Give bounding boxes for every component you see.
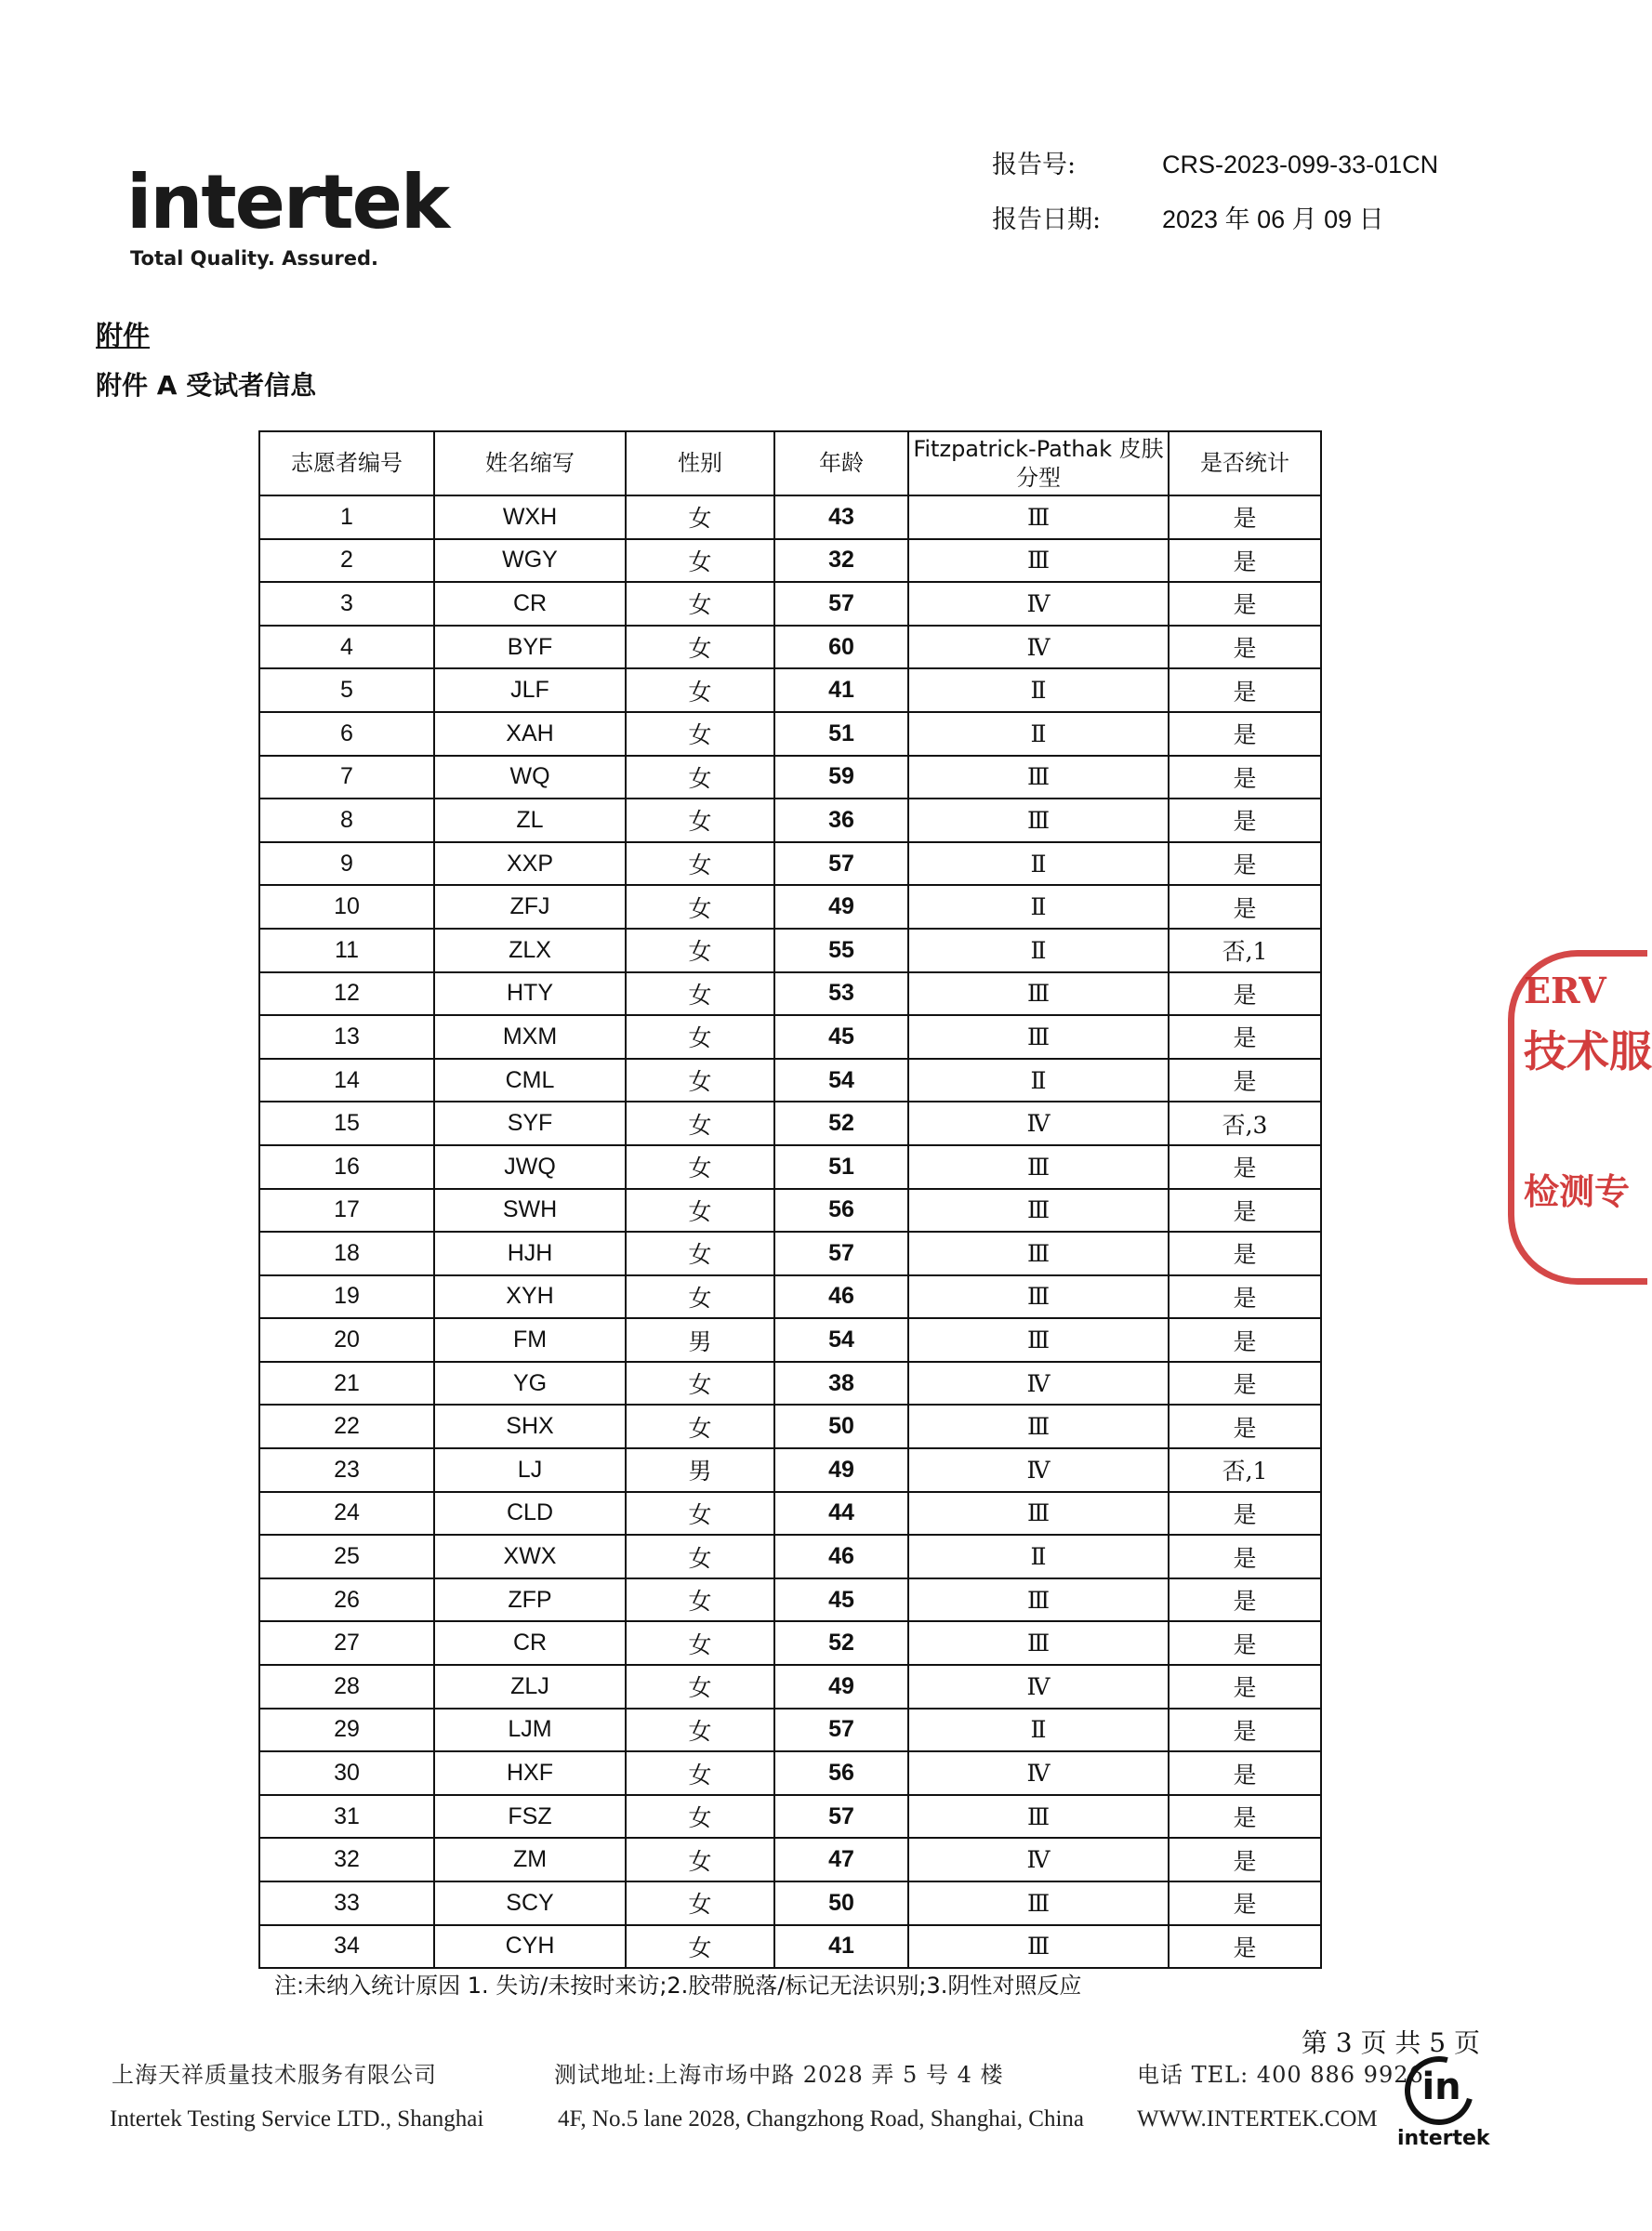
cell-skin-type: Ⅲ [908,1275,1169,1319]
logo-wordmark: intertek [126,159,449,245]
cell-skin-type: Ⅲ [908,1015,1169,1059]
section-title: 附件 [96,320,151,351]
stamp-text-3: 检测专 [1524,1170,1631,1212]
table-row [259,1405,1321,1448]
cell-counted: 是 [1169,1709,1321,1752]
cell-counted: 是 [1169,1751,1321,1795]
cell-age: 49 [774,885,908,929]
cell-age: 50 [774,1881,908,1925]
cell-counted: 是 [1169,1059,1321,1102]
cell-name-abbr: FSZ [434,1795,626,1839]
cell-age: 36 [774,799,908,842]
logo-tagline: Total Quality. Assured. [130,247,378,270]
cell-name-abbr: CLD [434,1492,626,1536]
cell-volunteer-id: 31 [259,1795,434,1839]
cell-volunteer-id: 21 [259,1362,434,1406]
report-number [992,144,1438,180]
cell-name-abbr: ZFJ [434,885,626,929]
cell-skin-type: Ⅲ [908,1881,1169,1925]
cell-age: 52 [774,1621,908,1665]
cell-name-abbr: YG [434,1362,626,1406]
cell-counted: 是 [1169,1925,1321,1969]
cell-skin-type: Ⅲ [908,799,1169,842]
cell-volunteer-id: 18 [259,1232,434,1275]
cell-skin-type: Ⅲ [908,1795,1169,1839]
cell-name-abbr: BYF [434,626,626,669]
cell-name-abbr: WGY [434,539,626,583]
cell-name-abbr: WQ [434,756,626,799]
col-header-skin-type: Fitzpatrick-Pathak 皮肤分型 [908,431,1169,495]
footer-company-cn: 上海天祥质量技术服务有限公司 [112,2062,437,2088]
cell-name-abbr: ZFP [434,1578,626,1622]
cell-counted: 是 [1169,1362,1321,1406]
cell-volunteer-id: 4 [259,626,434,669]
logo-ring-icon [1392,2043,1486,2137]
cell-name-abbr: ZLX [434,929,626,972]
table-row [259,1881,1321,1925]
table-row [259,626,1321,669]
report-date [992,199,1384,235]
cell-volunteer-id: 9 [259,842,434,886]
table-row [259,1795,1321,1839]
cell-skin-type: Ⅲ [908,1492,1169,1536]
cell-skin-type: Ⅲ [908,1578,1169,1622]
cell-age: 43 [774,495,908,539]
cell-counted: 是 [1169,1318,1321,1362]
cell-age: 44 [774,1492,908,1536]
cell-volunteer-id: 19 [259,1275,434,1319]
cell-counted: 是 [1169,626,1321,669]
table-row [259,1621,1321,1665]
cell-volunteer-id: 3 [259,582,434,626]
cell-name-abbr: XXP [434,842,626,886]
table-row [259,1665,1321,1709]
table-row [259,842,1321,886]
report-date-value: 2023 年 06 月 09 日 [1162,205,1384,233]
footer-logo-word: intertek [1397,2127,1490,2150]
cell-age: 45 [774,1015,908,1059]
cell-sex: 女 [626,1145,774,1189]
cell-sex: 女 [626,1405,774,1448]
cell-skin-type: Ⅲ [908,495,1169,539]
cell-volunteer-id: 5 [259,668,434,712]
logo-mark: in [1421,2066,1461,2109]
cell-volunteer-id: 22 [259,1405,434,1448]
cell-sex: 女 [626,495,774,539]
cell-volunteer-id: 13 [259,1015,434,1059]
cell-counted: 是 [1169,539,1321,583]
cell-counted: 是 [1169,582,1321,626]
cell-name-abbr: SYF [434,1102,626,1145]
cell-name-abbr: CR [434,582,626,626]
stamp-text-2: 技术服 [1524,1026,1652,1076]
cell-name-abbr: ZLJ [434,1665,626,1709]
cell-skin-type: Ⅲ [908,1318,1169,1362]
table-row [259,1838,1321,1881]
cell-sex: 女 [626,668,774,712]
table-header-row [259,431,1321,495]
col-header-counted: 是否统计 [1169,431,1321,495]
cell-name-abbr: JWQ [434,1145,626,1189]
cell-volunteer-id: 14 [259,1059,434,1102]
cell-counted: 是 [1169,842,1321,886]
cell-counted: 是 [1169,1015,1321,1059]
cell-volunteer-id: 25 [259,1535,434,1578]
cell-skin-type: Ⅳ [908,1448,1169,1492]
cell-counted: 是 [1169,1838,1321,1881]
cell-volunteer-id: 6 [259,712,434,756]
cell-counted: 是 [1169,668,1321,712]
cell-sex: 女 [626,972,774,1016]
cell-age: 32 [774,539,908,583]
cell-age: 46 [774,1535,908,1578]
cell-volunteer-id: 34 [259,1925,434,1969]
col-header-name-abbr: 姓名缩写 [434,431,626,495]
table-row [259,1362,1321,1406]
cell-skin-type: Ⅳ [908,626,1169,669]
report-number-value: CRS-2023-099-33-01CN [1162,151,1439,178]
cell-volunteer-id: 10 [259,885,434,929]
cell-skin-type: Ⅲ [908,1925,1169,1969]
cell-sex: 女 [626,1102,774,1145]
cell-sex: 女 [626,626,774,669]
cell-name-abbr: CML [434,1059,626,1102]
table-row [259,1535,1321,1578]
cell-skin-type: Ⅱ [908,712,1169,756]
table-row [259,539,1321,583]
cell-age: 38 [774,1362,908,1406]
cell-age: 56 [774,1751,908,1795]
cell-counted: 是 [1169,1145,1321,1189]
table-row [259,582,1321,626]
cell-skin-type: Ⅳ [908,1665,1169,1709]
cell-counted: 是 [1169,1578,1321,1622]
cell-counted: 否,3 [1169,1102,1321,1145]
cell-sex: 女 [626,582,774,626]
cell-name-abbr: JLF [434,668,626,712]
table-row [259,1102,1321,1145]
cell-counted: 是 [1169,1881,1321,1925]
cell-name-abbr: SHX [434,1405,626,1448]
cell-sex: 女 [626,842,774,886]
cell-sex: 女 [626,1189,774,1233]
report-date-label: 报告日期: [992,205,1102,234]
cell-skin-type: Ⅲ [908,756,1169,799]
table-row [259,668,1321,712]
col-header-volunteer-id: 志愿者编号 [259,431,434,495]
table-row [259,1015,1321,1059]
cell-volunteer-id: 32 [259,1838,434,1881]
cell-volunteer-id: 27 [259,1621,434,1665]
cell-counted: 是 [1169,799,1321,842]
cell-volunteer-id: 1 [259,495,434,539]
table-row [259,1751,1321,1795]
cell-volunteer-id: 30 [259,1751,434,1795]
cell-age: 57 [774,842,908,886]
footer-website: WWW.INTERTEK.COM [1137,2106,1378,2132]
cell-age: 47 [774,1838,908,1881]
cell-name-abbr: MXM [434,1015,626,1059]
cell-name-abbr: CYH [434,1925,626,1969]
cell-age: 57 [774,1795,908,1839]
cell-age: 54 [774,1059,908,1102]
cell-age: 41 [774,1925,908,1969]
cell-sex: 女 [626,885,774,929]
page-number: 第 3 页 共 5 页 [1301,2027,1480,2058]
cell-name-abbr: SWH [434,1189,626,1233]
cell-counted: 是 [1169,712,1321,756]
table-row [259,495,1321,539]
cell-name-abbr: XWX [434,1535,626,1578]
cell-skin-type: Ⅱ [908,1709,1169,1752]
footer-address-cn: 测试地址:上海市场中路 2028 弄 5 号 4 楼 [554,2062,1004,2088]
cell-volunteer-id: 23 [259,1448,434,1492]
cell-volunteer-id: 24 [259,1492,434,1536]
cell-counted: 是 [1169,1232,1321,1275]
cell-name-abbr: SCY [434,1881,626,1925]
cell-skin-type: Ⅲ [908,1145,1169,1189]
cell-sex: 女 [626,1232,774,1275]
cell-skin-type: Ⅲ [908,539,1169,583]
subject-info-table [258,430,1322,1969]
col-header-age: 年龄 [774,431,908,495]
footer-intertek-logo [1397,2056,1490,2150]
cell-age: 57 [774,582,908,626]
cell-skin-type: Ⅳ [908,1838,1169,1881]
cell-skin-type: Ⅱ [908,885,1169,929]
intertek-logo [126,159,449,270]
cell-volunteer-id: 2 [259,539,434,583]
cell-age: 51 [774,1145,908,1189]
cell-sex: 女 [626,1881,774,1925]
table-body [259,495,1321,1968]
stamp-text-1: ERV [1524,970,1606,1011]
cell-counted: 是 [1169,756,1321,799]
cell-age: 50 [774,1405,908,1448]
cell-volunteer-id: 28 [259,1665,434,1709]
table-row [259,929,1321,972]
table-row [259,1275,1321,1319]
cell-name-abbr: HJH [434,1232,626,1275]
cell-skin-type: Ⅲ [908,1232,1169,1275]
cell-sex: 女 [626,1578,774,1622]
table-row [259,1232,1321,1275]
cell-skin-type: Ⅳ [908,582,1169,626]
cell-age: 41 [774,668,908,712]
cell-volunteer-id: 17 [259,1189,434,1233]
cell-sex: 女 [626,1925,774,1969]
cell-counted: 是 [1169,495,1321,539]
cell-counted: 是 [1169,1492,1321,1536]
table-row [259,1448,1321,1492]
cell-counted: 是 [1169,1275,1321,1319]
table-row [259,1709,1321,1752]
cell-age: 59 [774,756,908,799]
cell-name-abbr: HXF [434,1751,626,1795]
cell-counted: 是 [1169,972,1321,1016]
cell-volunteer-id: 11 [259,929,434,972]
cell-age: 52 [774,1102,908,1145]
cell-age: 45 [774,1578,908,1622]
cell-age: 49 [774,1665,908,1709]
table-row [259,1492,1321,1536]
cell-volunteer-id: 12 [259,972,434,1016]
cell-skin-type: Ⅳ [908,1102,1169,1145]
cell-name-abbr: XYH [434,1275,626,1319]
cell-skin-type: Ⅲ [908,1189,1169,1233]
cell-age: 51 [774,712,908,756]
cell-name-abbr: LJM [434,1709,626,1752]
cell-counted: 是 [1169,1535,1321,1578]
cell-sex: 女 [626,1795,774,1839]
cell-sex: 女 [626,1621,774,1665]
cell-age: 49 [774,1448,908,1492]
cell-name-abbr: ZL [434,799,626,842]
cell-volunteer-id: 20 [259,1318,434,1362]
cell-skin-type: Ⅱ [908,1535,1169,1578]
cell-skin-type: Ⅱ [908,668,1169,712]
table-row [259,1318,1321,1362]
cell-counted: 是 [1169,1189,1321,1233]
cell-volunteer-id: 16 [259,1145,434,1189]
table-row [259,799,1321,842]
cell-sex: 男 [626,1448,774,1492]
cell-age: 56 [774,1189,908,1233]
cell-name-abbr: ZM [434,1838,626,1881]
table-row [259,1578,1321,1622]
table-row [259,885,1321,929]
cell-skin-type: Ⅳ [908,1362,1169,1406]
footer-phone: 电话 TEL: 400 886 9926 [1137,2062,1424,2088]
cell-skin-type: Ⅳ [908,1751,1169,1795]
cell-skin-type: Ⅲ [908,1405,1169,1448]
cell-volunteer-id: 8 [259,799,434,842]
cell-counted: 是 [1169,885,1321,929]
footer-company-en: Intertek Testing Service LTD., Shanghai [110,2106,484,2132]
cell-sex: 女 [626,1275,774,1319]
cell-sex: 女 [626,1492,774,1536]
report-number-label: 报告号: [992,151,1077,179]
cell-skin-type: Ⅱ [908,842,1169,886]
cell-sex: 女 [626,1709,774,1752]
cell-sex: 女 [626,756,774,799]
cell-name-abbr: FM [434,1318,626,1362]
cell-volunteer-id: 33 [259,1881,434,1925]
cell-name-abbr: WXH [434,495,626,539]
cell-age: 57 [774,1232,908,1275]
cell-sex: 女 [626,1665,774,1709]
table-row [259,1925,1321,1969]
cell-sex: 女 [626,1059,774,1102]
table-row [259,1189,1321,1233]
cell-volunteer-id: 26 [259,1578,434,1622]
cell-name-abbr: XAH [434,712,626,756]
table-row [259,712,1321,756]
cell-age: 54 [774,1318,908,1362]
cell-counted: 否,1 [1169,1448,1321,1492]
cell-sex: 男 [626,1318,774,1362]
cell-counted: 是 [1169,1795,1321,1839]
cell-sex: 女 [626,1015,774,1059]
cell-sex: 女 [626,1535,774,1578]
footer-address-en: 4F, No.5 lane 2028, Changzhong Road, Shanghai, China [558,2106,1084,2132]
cell-skin-type: Ⅱ [908,1059,1169,1102]
cell-sex: 女 [626,1751,774,1795]
cell-sex: 女 [626,712,774,756]
official-seal-stamp [1508,950,1652,1285]
cell-volunteer-id: 15 [259,1102,434,1145]
cell-age: 46 [774,1275,908,1319]
cell-age: 55 [774,929,908,972]
cell-skin-type: Ⅲ [908,972,1169,1016]
col-header-sex: 性别 [626,431,774,495]
cell-age: 57 [774,1709,908,1752]
cell-age: 60 [774,626,908,669]
cell-skin-type: Ⅲ [908,1621,1169,1665]
annex-title: 附件 A 受试者信息 [96,370,317,401]
cell-sex: 女 [626,539,774,583]
table-row [259,756,1321,799]
table-row [259,1145,1321,1189]
cell-counted: 是 [1169,1621,1321,1665]
table-footnote: 注:未纳入统计原因 1. 失访/未按时来访;2.胶带脱落/标记无法识别;3.阴性对照反应 [274,1973,1082,1999]
cell-sex: 女 [626,1838,774,1881]
table-row [259,1059,1321,1102]
cell-sex: 女 [626,929,774,972]
cell-name-abbr: LJ [434,1448,626,1492]
cell-name-abbr: HTY [434,972,626,1016]
cell-counted: 是 [1169,1665,1321,1709]
cell-skin-type: Ⅱ [908,929,1169,972]
cell-counted: 否,1 [1169,929,1321,972]
cell-counted: 是 [1169,1405,1321,1448]
cell-volunteer-id: 29 [259,1709,434,1752]
table-row [259,972,1321,1016]
cell-volunteer-id: 7 [259,756,434,799]
cell-sex: 女 [626,1362,774,1406]
cell-name-abbr: CR [434,1621,626,1665]
cell-age: 53 [774,972,908,1016]
cell-sex: 女 [626,799,774,842]
